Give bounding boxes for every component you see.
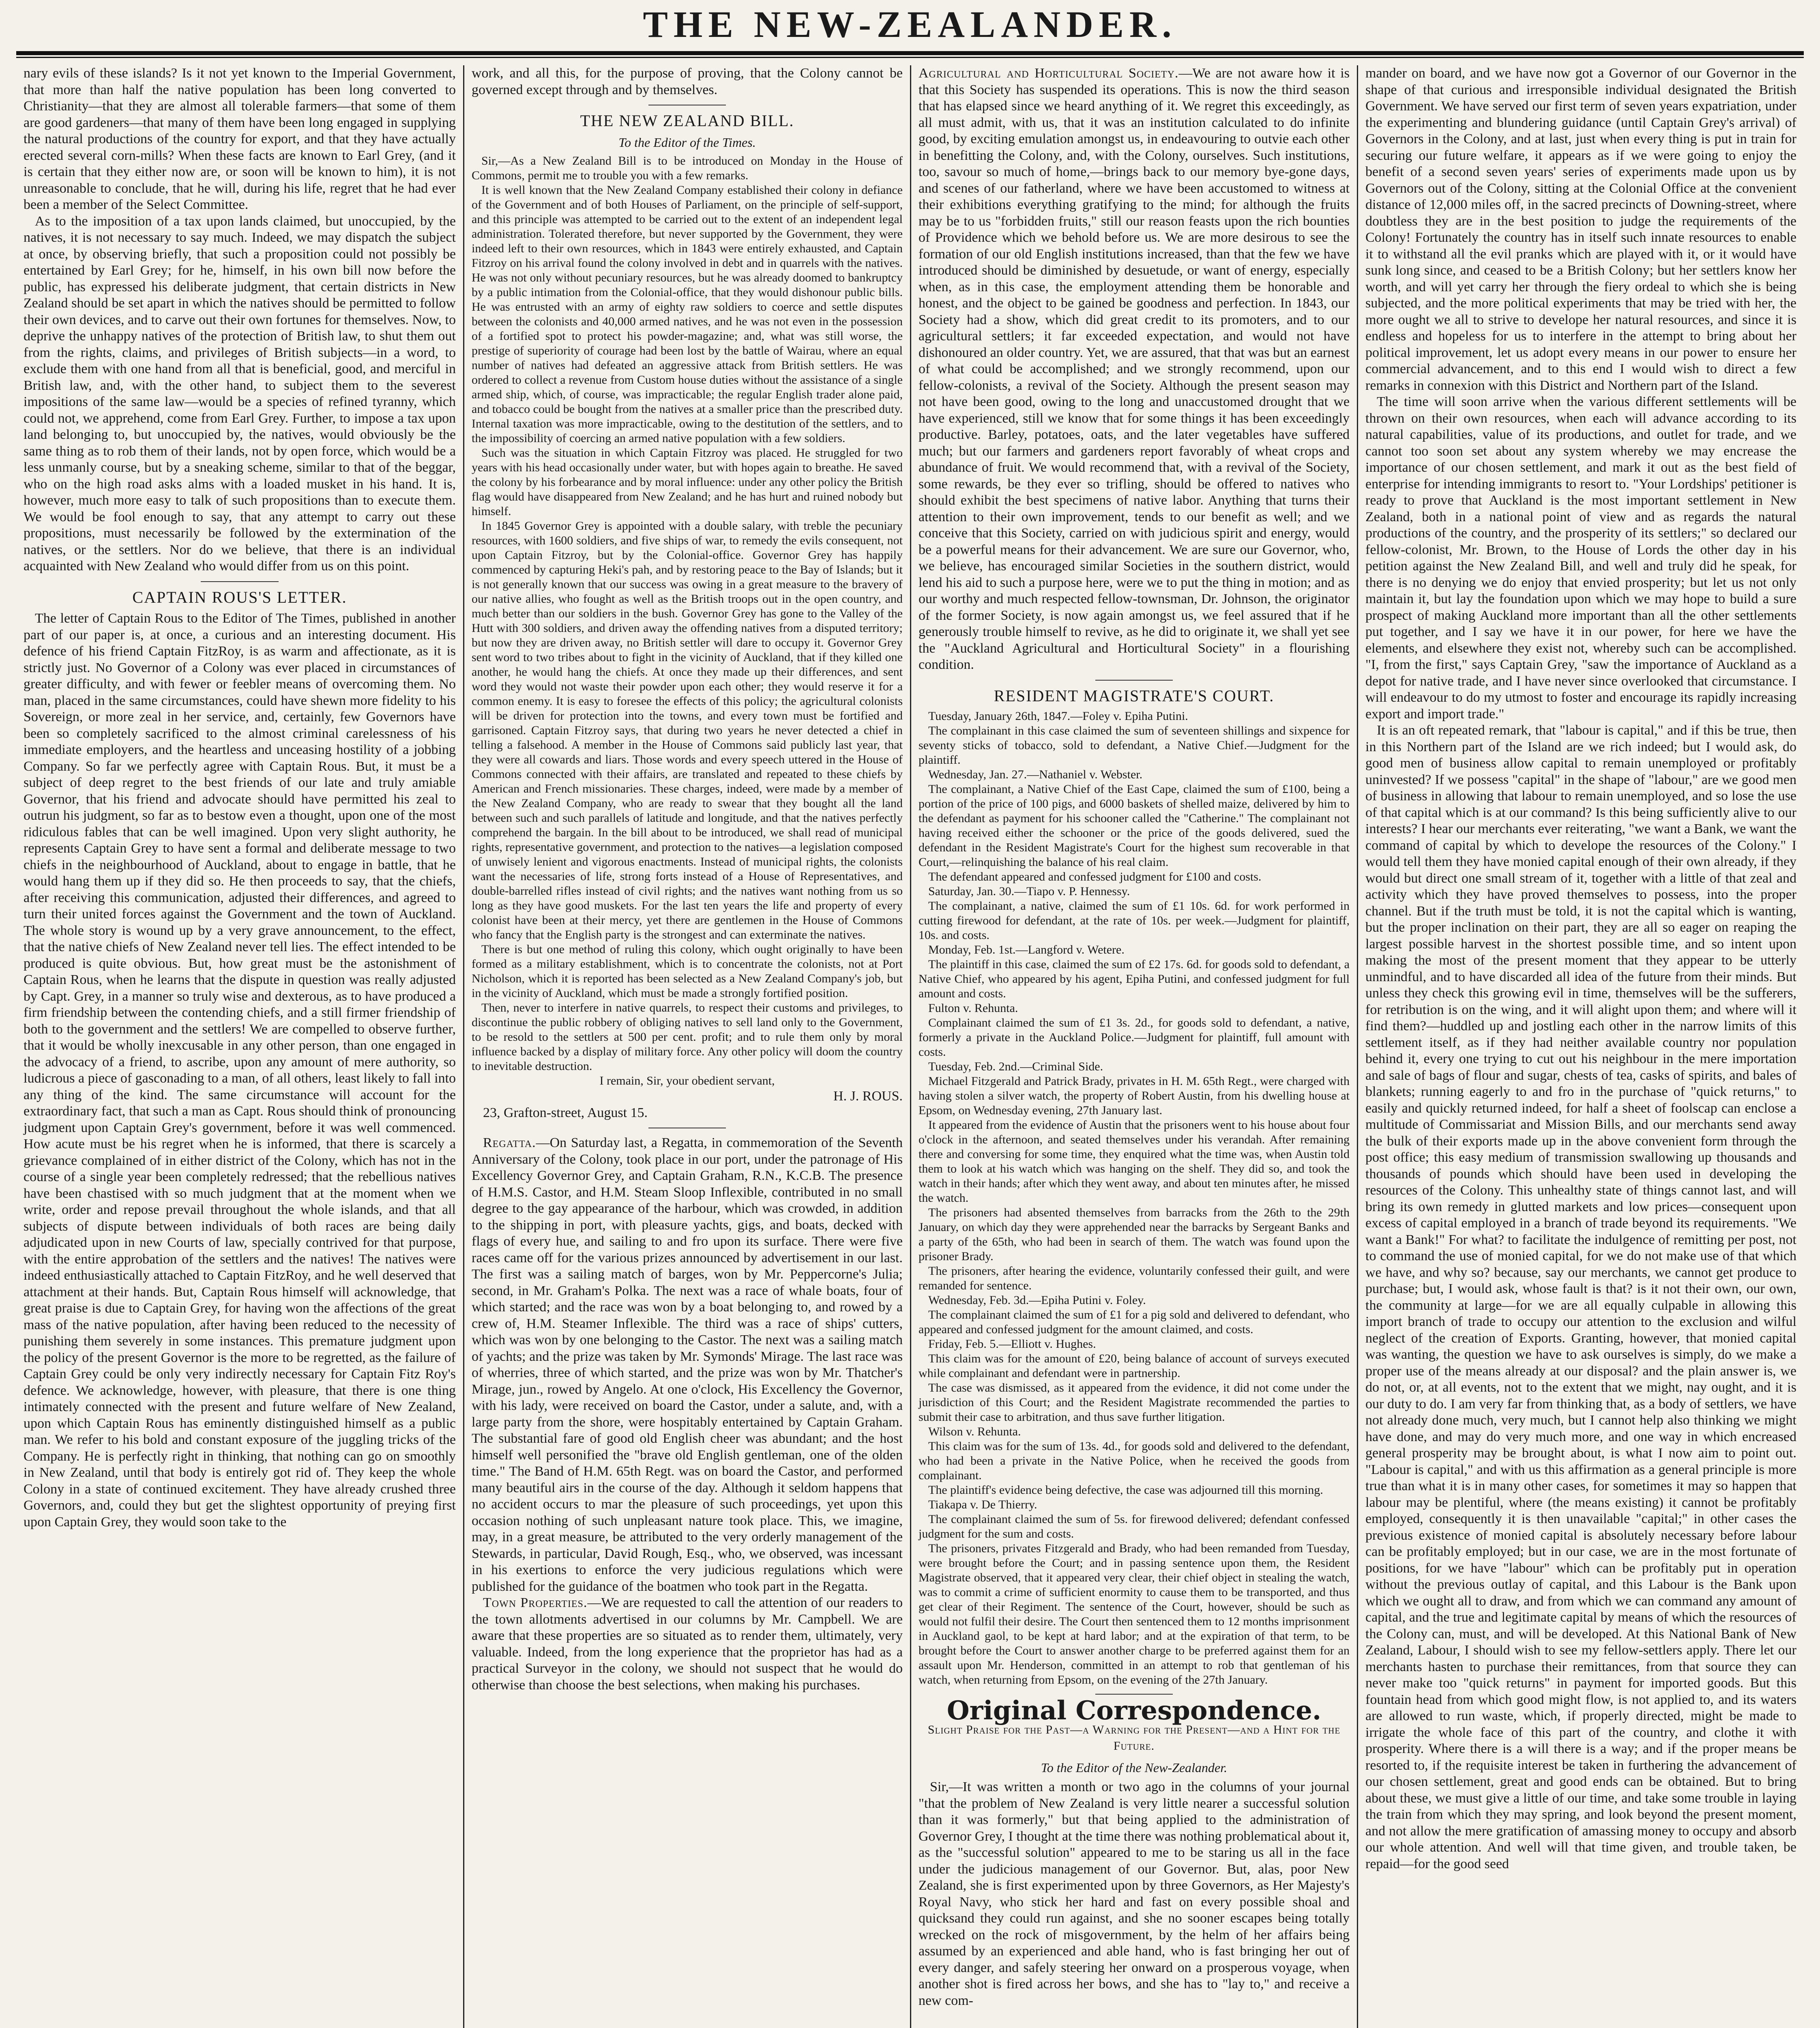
town-properties-body: We are requested to call the attention of our readers to the town allotments advertised in our columns by Mr. Campbell. We are aware that these properties are so situated as to render them, ultimately, very valuable. Indeed, from the long experience that the proprietor has had as a practical Surveyor in the colony, we should not suspect that he would do otherwise than choose the best selections, when making his purchases. xyxy=(472,1595,903,1693)
court-case-entry: The prisoners, privates Fitzgerald and Brady, who had been remanded from Tuesday, were brought before the Court; and in passing sentence upon them, the Resident Magistrate observed, that it appeared very clear, their chief object in stealing the watch, was to commit a crime of sufficient enormity to cause them to be transported, and thus get clear of their Regiment. The sentence of the Court, however, should be such as would not fulfil their desire. The Court then sentenced them to 12 months imprisonment in Auckland gaol, to be kept at hard labor; and at the expiration of that term, to be brought before the Court to answer another charge to be preferred against them for an assault upon Mr. Henderson, committed in an attempt to rob that gentleman of his watch, when returning from Epsom, on the evening of the 27th January. xyxy=(919,1542,1350,1686)
letter-signature: H. J. ROUS. xyxy=(833,1089,903,1104)
paragraph: The time will soon arrive when the various different settlements will be thrown on their own resources, when each will advance according to its natural capabilities, value of its productions, and outlet for trade, and we cannot too soon set about any system whereby we may encrease the importance of our chosen settlement, and mark it out as the best field of enterprise for intending immigrants to resort to. "Your Lordships' petitioner is ready to prove that Auckland is the most important settlement in New Zealand, both in a national point of view and as regards the natural productions of the country, and the prosperity of its settlers;" so declared our fellow-colonist, Mr. Brown, to the House of Lords the other day in his petition against the New Zealand Bill, and well and truly did he speak, for there is no denying we do enjoy that envied prosperity; but let us not only maintain it, but lay the foundation upon which we may hope to build a sure prospect of making Auckland more important than all the other settlements put together, and I say we have it in our power, for here we have the elements, and elsewhere they exist not, whereby such can be accomplished. "I, from the first," says Captain Grey, "saw the importance of Auckland as a depot for native trade, and I have never since overlooked that circumstance. I will endeavour to do my utmost to foster and encourage its rapidly increasing export and import trade." xyxy=(1365,394,1796,722)
column-1 xyxy=(16,65,463,2028)
court-case-entry: Wilson v. Rehunta. xyxy=(928,1425,1021,1438)
court-case-entry: This claim was for the amount of £20, being balance of account of surveys executed while complainant and defendant were in partnership. xyxy=(919,1352,1350,1380)
article-continuation: mander on board, and we have now got a Governor of our Governor in the shape of that curious and irresponsible individual designated the British Government. We have served our first term of seven years expatriation, under the experimenting and blundering guidance (until Captain Grey's arrival) of Governors in the Colony, and at last, just when every thing is put in train for securing our future welfare, it appears as if we were going to enjoy the benefit of a second seven years' series of experiments made upon us by Governors out of the Colony, sitting at the Colonial Office at the convenient distance of 12,000 miles off, in the sacred precincts of Downing-street, where doubtless they are in the best position to judge the requirements of the Colony! Fortunately the country has in itself such innate resources to enable it to withstand all the evil pranks which are played with it, or it would have sunk long since, and ceased to be a British Colony; but her settlers know her worth, and will yet carry her through the fiery ordeal to which she is being subjected, and the more political experiments that may be tried with her, the more ought we all to strive to develope her natural resources, and since it is endless and hopeless for us to interfere in the attempt to bring about her political improvement, let us adopt every means in our power to ensure her commercial advancement, and to this end I would wish to direct a few remarks in connexion with this District and Northern part of the Island. xyxy=(1365,66,1796,393)
article-continuation: nary evils of these islands? Is it not yet known to the Imperial Government, that more than half the native population has been long converted to Christianity—that they are almost all tolerable farmers—that some of them are good gardeners—that many of them have been long engaged in supplying the natural productions of the country for export, and that they have actually erected several corn-mills? When these facts are known to Earl Grey, (and it is certain that they either now are, or soon will be known to him), it is not unreasonable to conclude, that he will, during his life, regret that he had ever been a member of the Select Committee. xyxy=(24,66,456,212)
letter-body xyxy=(472,154,903,1088)
section-divider xyxy=(1095,680,1173,681)
paragraph: As to the imposition of a tax upon lands claimed, but unoccupied, by the natives, it is not necessary to say much. Indeed, we may dispatch the subject at once, by observing briefly, that such a proposition could not possibly be entertained by Earl Grey; for he, himself, in his own bill now before the public, has expressed his deliberate judgment, that certain districts in New Zealand should be set apart in which the natives should be permitted to follow their own devices, and to carve out their own fortunes for themselves. Now, to deprive the unhappy natives of the protection of British law, to shut them out from the rights, claims, and privileges of British subjects—in a word, to exclude them with one hand from all that is beneficial, good, and merciful in British law, and, with the other hand, to subject them to the severest impositions of the same law—would be a species of refined tyranny, which could not, we apprehend, come from Earl Grey. Further, to impose a tax upon land belonging to, but unoccupied by, the natives, would obviously be the same thing as to rob them of their lands, not by open force, which would be a less unmanly course, but by a sneaking scheme, similar to that of the beggar, who on the high road asks alms with a loaded musket in his hand. It is, however, much more easy to talk of such propositions than to execute them. We would be fool enough to say, that any attempt to carry out these propositions, must necessarily be followed by the extermination of the natives, or the settlers. Nor do we believe, that there is an individual acquainted with New Zealand who would differ from us on this point. xyxy=(24,213,456,574)
article-subheading: To the Editor of the Times. xyxy=(618,135,756,150)
court-cases xyxy=(919,709,1350,1687)
court-case-entry: The case was dismissed, as it appeared from the evidence, it did not come under the jurisdiction of this Court; and the Resident Magistrate recommended the parties to submit their case to arbitration, and thus save further litigation. xyxy=(919,1381,1350,1424)
masthead-rule xyxy=(16,51,1804,55)
paragraph: It is well known that the New Zealand Company established their colony in defiance of the Government and of both Houses of Parliament, on the principle of self-support, and this principle was attempted to be carried out to the extent of an independent legal administration. Tolerated therefore, but never supported by the Government, they were indeed left to their own resources, which in 1843 were entirely exhausted, and Captain Fitzroy on his arrival found the colony involved in debt and in quarrels with the natives. He was not only without pecuniary resources, but he was already doomed to bankruptcy by a public intimation from the Colonial-office, that they would dishonour public bills. He was entrusted with an army of eighty raw soldiers to coerce and settle disputes between the colonists and 40,000 armed natives, and he was not even in the possession of a fortified spot to protect his powder-magazine; and, what was still worse, the prestige of superiority of courage had been lost by the battle of Wairau, where an equal number of natives had defeated an aggressive attack from British settlers. He was ordered to collect a revenue from Custom house duties without the assistance of a single armed ship, which, of course, was impracticable; the regular English trader alone paid, and tobacco could be bought from the natives at a smaller price than the prescribed duty. Internal taxation was more impracticable, owing to the destitution of the settlers, and to the impossibility of coercing an armed native population with a few soldiers. xyxy=(472,183,903,445)
letter-address: 23, Grafton-street, August 15. xyxy=(483,1105,648,1120)
court-case-entry: Saturday, Jan. 30.—Tiapo v. P. Hennessy. xyxy=(928,885,1130,898)
court-case-entry: Wednesday, Feb. 3d.—Epiha Putini v. Foley. xyxy=(928,1293,1146,1307)
correspondence-subheading: Slight Praise for the Past—a Warning for the Present—and a Hint for the Future. xyxy=(927,1723,1341,1753)
paragraph: Then, never to interfere in native quarrels, to respect their customs and privileges, to discontinue the public robbery of obliging natives to sell land only to the Government, to be resold to the settlers at 500 per cent. profit; and to rule them only by moral influence backed by a display of military force. Any other policy will doom the country to inevitable destruction. xyxy=(472,1001,903,1073)
column-2: work, and all this, for the purpose of proving, that the Colony cannot be governed except through and by themselves. THE NEW ZEALAND BILL. To the Editor of the Times. Sir,—As a New Zealand Bill is to be introduced on Monday in the House of Commons, permit me to trouble you with a few remarks. It is well known that the New Zealand Company established their colony in defiance of the Government and of both Houses of Parliament, on the principle of self-support, and this principle was attempted to be carried out to the extent of an independent legal administration. Tolerated therefore, but never supported by the Government, they were indeed left to their own resources, which in 1843 were entirely exhausted, and Captain Fitzroy on his arrival found the colony involved in debt and in quarrels with the natives. He was not only without pecuniary resources, but he was already doomed to bankruptcy by a public intimation from the Colonial-office, that they would dishonour public bills. He was entrusted with an army of eighty raw soldiers to coerce and settle disputes between the colonists and 40,000 armed natives, and he was not even in the possession of a fortified spot to protect his powder-magazine; and, what was still worse, the prestige of superiority of courage had been lost by the battle of Wairau, where an equal number of natives had defeated an aggressive attack from British settlers. He was ordered to collect a revenue from Custom house duties without the assistance of a single armed ship, which, of course, was impracticable; the regular English trader alone paid, and tobacco could be bought from the natives at a smaller price than the prescribed duty. Internal taxation was more impracticable, owing to the destitution of the settlers, and to the impossibility of coercing an armed native population with a few soldiers. Such was the situation in which Captain Fitzroy was placed. He struggled for two years with his head occasionally under water, but with hopes again to breathe. He saved the colony by his forbearance and by moral influence: under any other policy the British flag would have disappeared from New Zealand; and he has hurt and ruined nobody but himself. In 1845 Governor Grey is appointed with a double salary, with treble the pecuniary resources, with 1600 soldiers, and five ships of war, to remedy the evils consequent, not upon Captain Fitzroy, but by the Colonial-office. Governor Grey has happily commenced by capturing Heki's pah, and by restoring peace to the Bay of Islands; but it is not generally known that our success was owing in a great measure to the bravery of our native allies, who fought as well as the British troops out in the open country, and much better than our soldiers in the bush. Governor Grey has gone to the Valley of the Hutt with 300 soldiers, and driven away the offending natives from a disputed territory; but now they are driven away, no British settler will dare to occupy it. Governor Grey sent word to two tribes about to fight in the vicinity of Auckland, that if they killed one another, he would hang the chiefs. At once they made up their differences, and sent word they would not waste their powder upon each other; they would reserve it for a common enemy. It is easy to foresee the effects of this policy; the agricultural colonists will be driven for protection into the towns, and every town must be fortified and garrisoned. Captain Fitzroy says, that during two years he never detected a chief in telling a falsehood. A member in the House of Commons said publicly last year, that they were all cowards and liars. Those words and every speech uttered in the House of Commons connected with their affairs, are translated and repeated to these chiefs by American and French missionaries. These charges, indeed, were made by a member of the New Zealand Company, who are ready to swear that they bought all the land between such and such parallels of latitude and longitude, and that the natives perfectly comprehend the bargain. In the bill about to be introduced, we shall read of municipal rights, representative government, and protection to the natives—a legislation composed of unwisely lenient and vigorous enactments. Instead of municipal rights, the colonists want the necessaries of life, strong forts instead of a House of Representatives, and double-barrelled rifles instead of civil rights; and the natives want nothing from us so long as they have good muskets. For the last ten years the life and property of every colonist have been at their mercy, yet there are gentlemen in the House of Commons who fancy that the English party is the strongest and can exterminate the natives. There is but one method of ruling this colony, which ought originally to have been formed as a military establishment, which is to concentrate the colonists, not at Port Nicholson, which it is reported has been selected as a New Zealand Company's job, but in the vicinity of Auckland, which must be made a strongly fortified position. Then, never to interfere in native quarrels, to respect their customs and privileges, to discontinue the public robbery of obliging natives to sell land only to the Government, to be resold to the settlers at 500 per cent. profit; and to rule them only by moral influence backed by a display of military force. Any other policy will doom the country to inevitable destruction. I remain, Sir, your obedient servant, H. J. ROUS. 23, Grafton-street, August 15. Regatta.—On Saturday last, a Regatta, in commemoration of the Seventh Anniversary of the Colony, took place in our port, under the patronage of His Excellency Governor Grey, and Captain Graham, R.N., K.C.B. The presence of H.M.S. Castor, and H.M. Steam Sloop Inflexible, contributed in no small degree to the gay appearance of the harbour, which was crowded, in addition to the shipping in port, with pleasure yachts, gigs, and boats, decked with flags of every hue, and sailing to and fro upon its surface. There were five races came off for the various prizes announced by advertisement in our last. The first was a sailing match of barges, won by Mr. Peppercorne's Julia; second, in Mr. Graham's Polka. The next was a race of whale boats, four of which started; and the race was won by a boat belonging to, and rowed by a crew of, H.M. Steamer Inflexible. The third was a race of ships' cutters, which was won by one belonging to the Castor. The next was a sailing match of yachts; and the prize was taken by Mr. Symonds' Mirage. The last race was of wherries, three of which started, and the prize was won by Mr. Thatcher's Mirage, jun., rowed by Angelo. At one o'clock, His Excellency the Governor, with his lady, were received on board the Castor, under a salute, and, with a large party from the shore, were hospitably entertained by Captain Graham. The substantial fare of good old English cheer was abundant; and the host himself well personified the "brave old English gentleman, one of the olden time." The Band of H.M. 65th Regt. was on board the Castor, and performed many beautiful airs in the course of the day. Although it seldom happens that no accident occurs to mar the pleasure of such proceedings, yet upon this occasion nothing of such unpleasant nature took place. This, we imagine, may, in a great measure, be attributed to the very orderly management of the Stewards, in particular, David Rough, Esq., who, we observed, was incessant in his exertions to enforce the very judicious regulations which were published for the guidance of the boatmen who took part in the Regatta. Town Properties.—We are requested to call the attention of our readers to the town allotments advertised in our columns by Mr. Campbell. We are aware that these properties are so situated as to render them, ultimately, very valuable. Indeed, from the long experience that the proprietor has had as a practical Surveyor in the colony, we should not suspect that he would do otherwise than choose the best selections, when making his purchases. xyxy=(463,65,910,2028)
paragraph: In 1845 Governor Grey is appointed with a double salary, with treble the pecuniary resources, with 1600 soldiers, and five ships of war, to remedy the evils consequent, not upon Captain Fitzroy, but by the Colonial-office. Governor Grey has happily commenced by capturing Heki's pah, and by restoring peace to the Bay of Islands; but it is not generally known that our success was owing in a great measure to the bravery of our native allies, who fought as well as the British troops out in the open country, and much better than our soldiers in the bush. Governor Grey has gone to the Valley of the Hutt with 300 soldiers, and driven away the offending natives from a disputed territory; but now they are driven away, no British settler will dare to occupy it. Governor Grey sent word to two tribes about to fight in the vicinity of Auckland, that if they killed one another, he would hang the chiefs. At once they made up their differences, and sent word they would not waste their powder upon each other; they would reserve it for a common enemy. It is easy to foresee the effects of this policy; the agricultural colonists will be driven for protection into the towns, and every town must be fortified and garrisoned. Captain Fitzroy says, that during two years he never detected a chief in telling a falsehood. A member in the House of Commons said publicly last year, that they were all cowards and liars. Those words and every speech uttered in the House of Commons connected with their affairs, are translated and repeated to these chiefs by American and French missionaries. These charges, indeed, were made by a member of the New Zealand Company, who are ready to swear that they bought all the land between such and such parallels of latitude and longitude, and that the natives perfectly comprehend the bargain. In the bill about to be introduced, we shall read of municipal rights, representative government, and protection to the natives—a legislation composed of unwisely lenient and vigorous enactments. Instead of municipal rights, the colonists want the necessaries of life, strong forts instead of a House of Representatives, and double-barrelled rifles instead of civil rights; and the natives want nothing from us so long as they have good muskets. For the last ten years the life and property of every colonist have been at their mercy, yet there are gentlemen in the House of Commons who fancy that the English party is the strongest and can exterminate the natives. xyxy=(472,519,903,941)
court-case-entry: This claim was for the sum of 13s. 4d., for goods sold and delivered to the defendant, who had been a private in the Native Police, when he received the goods from complainant. xyxy=(919,1439,1350,1482)
paragraph: There is but one method of ruling this colony, which ought originally to have been formed as a military establishment, which is to concentrate the colonists, not at Port Nicholson, which it is reported has been selected as a New Zealand Company's job, but in the vicinity of Auckland, which must be made a strongly fortified position. xyxy=(472,943,903,1000)
court-case-entry: Friday, Feb. 5.—Elliott v. Hughes. xyxy=(928,1337,1096,1351)
court-case-entry: The plaintiff's evidence being defective, the case was adjourned till this morning. xyxy=(928,1483,1323,1497)
section-divider xyxy=(201,581,279,582)
column-4 xyxy=(1357,65,1804,2028)
article-heading: CAPTAIN ROUS'S LETTER. xyxy=(132,588,347,606)
column-3: Agricultural and Horticultural Society.—We are not aware how it is that this Society has suspended its operations. This is now the third season that has elapsed since we heard anything of it. We regret this exceedingly, as all must admit, with us, that it was an institution calculated to do infinite good, by exciting emulation amongst us, in endeavouring to outvie each other in benefitting the Colony, and, with the Colony, ourselves. Such institutions, too, savour so much of home,—brings back to our memory bye-gone days, and scenes of our fatherland, where we have been accustomed to witness at their exhibitions everything gratifying to the mind; for although the fruits may be to us "forbidden fruits," still our reason feasts upon the rich bounties of Providence which we behold before us. We are more desirous to see the formation of our old English institutions increased, than that the few we have introduced should be diminished by desuetude, or want of energy, especially when, as in this case, the employment attending them be honorable and honest, and the object to be gained be goodness and perfection. In 1843, our Society had a show, which did great credit to its promoters, and to our agricultural settlers; it far exceeded expectation, and would not have dishonoured an older country. Yet, we are assured, that that was but an earnest of what could be accomplished; and we strongly recommend, upon our fellow-colonists, a revival of the Society. Although the present season may not have been good, owing to the long and unaccustomed drought that we have experienced, still we know that for some things it has been exceedingly productive. Barley, potatoes, oats, and the later vegetables have suffered much; but our farmers and gardeners report favorably of wheat crops and abundance of fruit. We would recommend that, with a revival of the Society, some rewards, be they ever so trifling, should be offered to natives who should exhibit the best specimens of native labor. Anything that turns their attention to their own improvement, tends to our benefit as well; and we conceive that this Society, carried on with judicious spirit and energy, would be a powerful means for their advancement. We are sure our Governor, who, we believe, has encouraged similar Societies in the southern district, would lend his aid to such a purpose here, were we to put the thing in motion; and as our worthy and much respected fellow-townsman, Dr. Johnson, the originator of the former Society, is now again amongst us, we feel assured that if he generously trouble himself to revive, as he did to originate it, we shall yet see the "Auckland Agricultural and Horticultural Society" in a flourishing condition. RESIDENT MAGISTRATE'S COURT. Tuesday, January 26th, 1847.—Foley v. Epiha Putini. The complainant in this case claimed the sum of seventeen shillings and sixpence for seventy sticks of tobacco, sold to defendant, a Native Chief.—Judgment for the plaintiff. Wednesday, Jan. 27.—Nathaniel v. Webster. The complainant, a Native Chief of the East Cape, claimed the sum of £100, being a portion of the price of 100 pigs, and 6000 baskets of shelled maize, delivered by him to the defendant as payment for his schooner called the "Catherine." The complainant not having received either the schooner or the price of the goods delivered, sued the defendant in the Resident Magistrate's Court for the highest sum recoverable in that Court,—relinquishing the balance of his real claim. The defendant appeared and confessed judgment for £100 and costs. Saturday, Jan. 30.—Tiapo v. P. Hennessy. The complainant, a native, claimed the sum of £1 10s. 6d. for work performed in cutting firewood for defendant, at the rate of 10s. per week.—Judgment for plaintiff, 10s. and costs. Monday, Feb. 1st.—Langford v. Wetere. The plaintiff in this case, claimed the sum of £2 17s. 6d. for goods sold to defendant, a Native Chief, who appeared by his agent, Epiha Putini, and confessed judgment for full amount and costs. Fulton v. Rehunta. Complainant claimed the sum of £1 3s. 2d., for goods sold to defendant, a native, formerly a private in the Auckland Police.—Judgment for plaintiff, full amount with costs. Tuesday, Feb. 2nd.—Criminal Side. Michael Fitzgerald and Patrick Brady, privates in H. M. 65th Regt., were charged with having stolen a silver watch, the property of Robert Austin, from his dwelling house at Epsom, on Wednesday evening, 27th January last. It appeared from the evidence of Austin that the prisoners went to his house about four o'clock in the afternoon, and seated themselves under his verandah. After remaining there and conversing for some time, they enquired what the time was, when Austin told them to look at his watch which was hanging on the shelf. They did so, and took the watch in their hands; after which they went away, and about ten minutes after, he missed the watch. The prisoners had absented themselves from barracks from the 26th to the 29th January, on which day they were apprehended near the barracks by Sergeant Banks and a party of the 65th, who had been in search of them. The watch was found upon the prisoner Brady. The prisoners, after hearing the evidence, voluntarily confessed their guilt, and were remanded for sentence. Wednesday, Feb. 3d.—Epiha Putini v. Foley. The complainant claimed the sum of £1 for a pig sold and delivered to defendant, who appeared and confessed judgment for the amount claimed, and costs. Friday, Feb. 5.—Elliott v. Hughes. This claim was for the amount of £20, being balance of account of surveys executed while complainant and defendant were in partnership. The case was dismissed, as it appeared from the evidence, it did not come under the jurisdiction of this Court; and the Resident Magistrate recommended the parties to submit their case to arbitration, and thus save further litigation. Wilson v. Rehunta. This claim was for the sum of 13s. 4d., for goods sold and delivered to the defendant, who had been a private in the Native Police, when he received the goods from complainant. The plaintiff's evidence being defective, the case was adjourned till this morning. Tiakapa v. De Thierry. The complainant claimed the sum of 5s. for firewood delivered; defendant confessed judgment for the sum and costs. The prisoners, privates Fitzgerald and Brady, who had been remanded from Tuesday, were brought before the Court; and in passing sentence upon them, the Resident Magistrate observed, that it appeared very clear, their chief object in stealing the watch, was to commit a crime of sufficient enormity to cause them to be transported, and thus get clear of their Regiment. The sentence of the Court, however, should be such as would not fulfil their desire. The Court then sentenced them to 12 months imprisonment in Auckland gaol, to be kept at hard labor; and at the expiration of that term, to be brought before the Court to answer another charge to be preferred against them for an assault upon Mr. Henderson, committed in an attempt to rob that gentleman of his watch, when returning from Epsom, on the evening of the 27th January. Original Correspondence. Slight Praise for the Past—a Warning for the Present—and a Hint for the Future. To the Editor of the New-Zealander. Sir,—It was written a month or two ago in the columns of your journal "that the problem of New Zealand is very little nearer a successful solution than it was formerly," but that being applied to the administration of Governor Grey, I thought at the time there was nothing problematical about it, as the "successful solution" appeared to me to be staring us all in the face under the judicious management of our Governor. But, alas, poor New Zealand, she is first experimented upon by three Governors, as Her Majesty's Royal Navy, who stick her hard and fast on every possible shoal and quicksand they could run against, and she no sooner escapes being totally wrecked on the rock of misgovernment, by the helm of her affairs being assumed by an experienced and able hand, who is fast bringing her out of every danger, and safely steering her onward on a prosperous voyage, when another shot is fired across her bows, and she has to "lay to," and receive a new com- xyxy=(910,65,1357,2028)
court-case-entry: Fulton v. Rehunta. xyxy=(928,1001,1018,1015)
correspondence-addressee: To the Editor of the New-Zealander. xyxy=(1041,1760,1228,1775)
court-case-entry: It appeared from the evidence of Austin that the prisoners went to his house about four o'clock in the afternoon, and seated themselves under his verandah. After remaining there and conversing for some time, they enquired what the time was, when Austin told them to look at his watch which was hanging on the shelf. They did so, and took the watch in their hands; after which they went away, and about ten minutes after, he missed the watch. xyxy=(919,1118,1350,1205)
court-case-entry: The complainant in this case claimed the sum of seventeen shillings and sixpence for seventy sticks of tobacco, sold to defendant, a Native Chief.—Judgment for the plaintiff. xyxy=(919,724,1350,767)
court-case-entry: Complainant claimed the sum of £1 3s. 2d., for goods sold to defendant, a native, formerly a private in the Auckland Police.—Judgment for plaintiff, full amount with costs. xyxy=(919,1016,1350,1059)
masthead-title: THE NEW-ZEALANDER. xyxy=(643,4,1177,45)
section-divider xyxy=(1095,1694,1173,1695)
correspondence-heading: Original Correspondence. xyxy=(946,1695,1322,1726)
court-case-entry: The complainant claimed the sum of £1 for a pig sold and delivered to defendant, who appeared and confessed judgment for the amount claimed, and costs. xyxy=(919,1308,1350,1336)
court-case-entry: The complainant, a Native Chief of the East Cape, claimed the sum of £100, being a portion of the price of 100 pigs, and 6000 baskets of shelled maize, delivered by him to the defendant as payment for his schooner called the "Catherine." The complainant not having received either the schooner or the price of the goods delivered, sued the defendant in the Resident Magistrate's Court for the highest sum recoverable in that Court,—relinquishing the balance of his real claim. xyxy=(919,782,1350,869)
paragraph: It is an oft repeated remark, that "labour is capital," and if this be true, then in this Northern part of the Island are we rich indeed; but I would ask, do good men of business allow capital to remain unemployed or profitably uninvested? If we possess "capital" in the shape of "labour," are we good men of business in allowing that labour to remain unemployed, and so lose the use of that capital which is at our command? Is this being sufficiently alive to our interests? I hear our merchants ever reiterating, "we want a Bank, we want the command of capital by which to develope the resources of the Colony." I would tell them they have monied capital enough of their own already, if they would but direct one small stream of it, together with a little of that zeal and activity which they have proved themselves to possess, into the proper channel. But if the truth must be told, it is not the capital which is wanting, but the proper inclination on their part, they are all so eager on reaping the largest possible harvest in the shortest possible time, and so intent upon making the most of the present moment that they appear to be utterly unmindful, and to have discarded all idea of the future from their minds. But unless they check this growing evil in time, themselves will be the sufferers, for retribution is on the wing, and it will alight upon them; and where will it find them?—huddled up and jostling each other in the narrow limits of this settlement itself, as if they had neither available country nor population behind it, every one trying to cut out his neighbour in the mere importation and sale of bags of flour and sugar, chests of tea, casks of spirits, and bales of blankets; running eagerly to and fro in the purchase of "quick returns," to easily and quickly returned indeed, for half a sheet of foolscap can enclose a multitude of Commissariat and Mission Bills, and our merchants send away the bulk of their exports made up in the above convenient form through the post office; this easy medium of transmission swallowing up thousands and thousands of pounds which should have been used in developing the resources of the Colony. This unhealthy state of things cannot last, and will bring its own remedy in glutted markets and low prices—consequent upon excess of capital employed in a branch of trade beyond its requirements. "We want a Bank!" For what? to facilitate the indulgence of remitting per post, not to command the use of monied capital, for we do not make use of that which we have, and why so? because, say our merchants, we cannot get produce to purchase; but, I would ask, whose fault is that? is it not their own, our own, the community at large—for we are all equally culpable in allowing this import branch of trade to occupy our attention to the exclusion and wilful neglect of the creation of Exports. Granting, however, that monied capital was wanting, the question we have to ask ourselves is simply, do we make a proper use of the means already at our disposal? and the plain answer is, we do not, or, at all events, not to the extent that we might, nay ought, and it is our duty to do. I am very far from thinking that, as a body of settlers, we have not already done much, very much, but I cannot help also thinking we might have done, and may do very much more, and one way in which encreased general prosperity may be brought about, is what I now aim to point out. "Labour is capital," and with us this affirmation as a general principle is more true than what it is in many other cases, for sometimes it may so happen that labour may be plentiful, where (the means existing) it cannot be profitably employed, consequently it is then unavailable "capital;" in other cases the previous existence of monied capital is absolutely necessary before labour can be profitably employed; but in our case, we are in the most fortunate of positions, for we have "labour" which can be profitably put in operation without the previous outlay of capital, and this Labour is the Bank upon which we ought all to draw, and from which we can command any amount of capital, and the true and legitimate capital by means of which the resources of the Colony can, must, and will be developed. At this National Bank of New Zealand, Labour, I should wish to see my fellow-settlers apply. There let our merchants hasten to purchase their remittances, from that source they can never make too "quick returns" in payment for imported goods. But this fountain head from which good might flow, is not applied to, and its waters are allowed to run waste, which, if properly directed, might be made to irrigate the whole face of this part of the country, and clothe it with prosperity. Where there is a will there is a way; and if the proper means be resorted to, if the requisite interest be taken in furthering the advancement of our chosen settlement, great and good ends can be obtained. But to bring about these, we must give a little of our time, and take some trouble in laying the train from which they may spring, and look beyond the present moment, and not allow the mere gratification of amassing money to occupy and absorb our whole attention. And well will that time given, and trouble taken, be repaid—for the good seed xyxy=(1365,723,1796,1871)
court-case-entry: Michael Fitzgerald and Patrick Brady, privates in H. M. 65th Regt., were charged with having stolen a silver watch, the property of Robert Austin, from his dwelling house at Epsom, on Wednesday evening, 27th January last. xyxy=(919,1074,1350,1117)
court-heading: RESIDENT MAGISTRATE'S COURT. xyxy=(994,686,1275,705)
court-case-entry: Wednesday, Jan. 27.—Nathaniel v. Webster. xyxy=(928,768,1143,781)
court-case-entry: The prisoners, after hearing the evidence, voluntarily confessed their guilt, and were remanded for sentence. xyxy=(919,1264,1350,1292)
paragraph: Sir,—It was written a month or two ago in the columns of your journal "that the problem of New Zealand is very little nearer a successful solution than it was formerly," but that being applied to the administration of Governor Grey, I thought at the time there was nothing problematical about it, as the "successful solution" appeared to me to be staring us all in the face under the judicious management of our Governor. But, alas, poor New Zealand, she is first experimented upon by three Governors, as Her Majesty's Royal Navy, who stick her hard and fast on every possible shoal and quicksand they could run against, and she no sooner escapes being totally wrecked on the rock of misgovernment, by the helm of her affairs being assumed by an experienced and able hand, who is fast bringing her out of every danger, and safely steering her onward on a prosperous voyage, when another shot is fired across her bows, and she has to "lay to," and receive a new com- xyxy=(919,1779,1350,2008)
town-properties-title: Town Properties. xyxy=(483,1595,588,1610)
court-case-entry: Tiakapa v. De Thierry. xyxy=(928,1498,1037,1511)
regatta-body: On Saturday last, a Regatta, in commemoration of the Seventh Anniversary of the Colony, took place in our port, under the patronage of His Excellency Governor Grey, and Captain Graham, R.N., K.C.B. The presence of H.M.S. Castor, and H.M. Steam Sloop Inflexible, contributed in no small degree to the gay appearance of the harbour, which was crowded, in addition to the shipping in port, with pleasure yachts, gigs, and boats, decked with flags of every hue, and sailing to and fro upon its surface. There were five races came off for the various prizes announced by advertisement in our last. The first was a sailing match of barges, won by Mr. Peppercorne's Julia; second, in Mr. Graham's Polka. The next was a race of whale boats, four of which started; and the race was won by a boat belonging to, and rowed by a crew of, H.M. Steamer Inflexible. The third was a race of ships' cutters, which was won by one belonging to the Castor. The next was a sailing match of yachts; and the prize was taken by Mr. Symonds' Mirage. The last race was of wherries, three of which started, and the prize was won by Mr. Thatcher's Mirage, jun., rowed by Angelo. At one o'clock, His Excellency the Governor, with his lady, were received on board the Castor, under a salute, and, with a large party from the shore, were hospitably entertained by Captain Graham. The substantial fare of good old English cheer was abundant; and the host himself well personified the "brave old English gentleman, one of the olden time." The Band of H.M. 65th Regt. was on board the Castor, and performed many beautiful airs in the course of the day. Although it seldom happens that no accident occurs to mar the pleasure of such proceedings, yet upon this occasion nothing of such unpleasant nature took place. This, we imagine, may, in a great measure, be attributed to the very orderly management of the Stewards, in particular, David Rough, Esq., who, we observed, was incessant in his exertions to enforce the very judicious regulations which were published for the guidance of the boatmen who took part in the Regatta. xyxy=(472,1135,903,1594)
columns xyxy=(16,65,1804,2028)
court-case-entry: Monday, Feb. 1st.—Langford v. Wetere. xyxy=(928,943,1125,956)
article-continuation: work, and all this, for the purpose of proving, that the Colony cannot be governed except through and by themselves. xyxy=(472,66,903,97)
court-case-entry: Tuesday, Feb. 2nd.—Criminal Side. xyxy=(928,1060,1103,1073)
masthead-rule-thin xyxy=(16,57,1804,58)
court-case-entry: The defendant appeared and confessed judgment for £100 and costs. xyxy=(928,870,1262,883)
society-body: We are not aware how it is that this Society has suspended its operations. This is now the third season that has elapsed since we heard anything of it. We regret this exceedingly, as all must admit, with us, that it was an institution calculated to do infinite good, by exciting emulation amongst us, in endeavouring to outvie each other in benefitting the Colony, and, with the Colony, ourselves. Such institutions, too, savour so much of home,—brings back to our memory bye-gone days, and scenes of our fatherland, where we have been accustomed to witness at their exhibitions everything gratifying to the mind; for although the fruits may be to us "forbidden fruits," still our reason feasts upon the rich bounties of Providence which we behold before us. We are more desirous to see the formation of our old English institutions increased, than that the few we have introduced should be diminished by desuetude, or want of energy, especially when, as in this case, the employment attending them be honorable and honest, and the object to be gained be goodness and perfection. In 1843, our Society had a show, which did great credit to its promoters, and to our agricultural settlers; it far exceeded expectation, and would not have dishonoured an older country. Yet, we are assured, that that was but an earnest of what could be accomplished; and we strongly recommend, upon our fellow-colonists, a revival of the Society. Although the present season may not have been good, owing to the long and unaccustomed drought that we have experienced, still we know that for some things it has been exceedingly productive. Barley, potatoes, oats, and the later vegetables have suffered much; but our farmers and gardeners report favorably of wheat crops and abundance of fruit. We would recommend that, with a revival of the Society, some rewards, be they ever so trifling, should be offered to natives who should exhibit the best specimens of native labor. Anything that turns their attention to their own improvement, tends to our benefit as well; and we conceive that this Society, carried on with judicious spirit and energy, would be a powerful means for their advancement. We are sure our Governor, who, we believe, has encouraged similar Societies in the southern district, would lend his aid to such a purpose here, were we to put the thing in motion; and as our worthy and much respected fellow-townsman, Dr. Johnson, the originator of the former Society, is now again amongst us, we feel assured that if he generously trouble himself to revive, as he did to originate it, we shall yet see the "Auckland Agricultural and Horticultural Society" in a flourishing condition. xyxy=(919,66,1350,672)
court-case-entry: The prisoners had absented themselves from barracks from the 26th to the 29th January, on which day they were apprehended near the barracks by Sergeant Banks and a party of the 65th, who had been in search of them. The watch was found upon the prisoner Brady. xyxy=(919,1206,1350,1263)
paragraph: The letter of Captain Rous to the Editor of The Times, published in another part of our paper is, at once, a curious and an interesting document. His defence of his friend Captain FitzRoy, is as warm and affectionate, as it is strictly just. No Governor of a Colony was ever placed in circumstances of greater difficulty, and with fewer or feebler means of overcoming them. No man, placed in the same circumstances, could have shewn more fidelity to his Sovereign, or more zeal in her service, and, certainly, few Governors have been so completely sacrificed to the almost criminal carelessness of his immediate employers, and the heartless and unceasing hostility of a jobbing Company. So far we perfectly agree with Captain Rous. But, it must be a subject of deep regret to the best friends of our late and truly amiable Governor, that his friend and advocate should have permitted his zeal to outrun his judgment, so far as to bestow even a thought, upon one of the most ridiculous fables that can be well imagined. Upon very slight authority, he represents Captain Grey to have sent a formal and deliberate message to two chiefs in the neighbourhood of Auckland, about to engage in battle, that he would hang them up if they did so. He then proceeds to say, that the chiefs, after receiving this communication, adjusted their differences, and agreed to turn their united forces against the Government and the town of Auckland. The whole story is wound up by a very grave announcement, to the effect, that the native chiefs of New Zealand never tell lies. The effect intended to be produced is quite obvious. But, how great must be the astonishment of Captain Rous, when he learns that the dispute in question was really adjusted by Capt. Grey, in a manner so truly wise and dexterous, as to have produced a firm friendship between the contending chiefs, and a still firmer friendship of both to the government and the settlers! We are compelled to observe further, that it would be wholly inexcusable in any other person, than one engaged in the advocacy of a friend, to ascribe, upon any amount of mere authority, so ludicrous a piece of gasconading to a man, of all others, least likely to fall into any thing of the kind. The same circumstance will account for the extraordinary fact, that such a man as Capt. Rous should think of pronouncing judgment upon Captain Grey's government, before it was well commenced. How acute must be his regret when he is informed, that there is scarcely a grievance complained of in either district of the Colony, which has not in the course of a single year been completely redressed; that the rebellious natives have been chastised with so much judgment that at the moment when we write, order and repose prevail throughout the whole islands, and that all subjects of dispute between individuals of both races are being daily adjudicated upon in new Courts of law, specially contrived for that purpose, with the entire approbation of the settlers and the natives! The natives were indeed enthusiastically attached to Captain FitzRoy, and he well deserved that attachment at their hands. But, Captain Rous himself will acknowledge, that great praise is due to Captain Grey, for having won the affections of the great mass of the native population, after having been reduced to the necessity of punishing them severely in some instances. This premature judgment upon the policy of the present Governor is the more to be regretted, as the failure of Captain Grey could be only very indirectly necessary for Captain Fitz Roy's defence. We acknowledge, however, with pleasure, that there is one thing intimately connected with the present and future welfare of New Zealand, upon which Captain Rous has eminently distinguished himself as a public man. We refer to his bold and constant exposure of the juggling tricks of the Company. He is perfectly right in thinking, that nothing can go on smoothly in New Zealand, until that body is entirely got rid of. They keep the whole Colony in a state of continued excitement. They have already crushed three Governors, and, could they but get the slightest opportunity of preying first upon Captain Grey, they would soon take to the xyxy=(24,611,456,1530)
court-case-entry: Tuesday, January 26th, 1847.—Foley v. Epiha Putini. xyxy=(928,709,1188,723)
court-case-entry: The plaintiff in this case, claimed the sum of £2 17s. 6d. for goods sold to defendant, a Native Chief, who appeared by his agent, Epiha Putini, and confessed judgment for full amount and costs. xyxy=(919,958,1350,1000)
paragraph: Sir,—As a New Zealand Bill is to be introduced on Monday in the House of Commons, permit me to trouble you with a few remarks. xyxy=(472,154,903,182)
society-title: Agricultural and Horticultural Society. xyxy=(919,66,1179,81)
regatta-title: Regatta. xyxy=(483,1135,536,1150)
paragraph: Such was the situation in which Captain Fitzroy was placed. He struggled for two years with his head occasionally under water, but with hopes again to breathe. He saved the colony by his forbearance and by moral influence: under any other policy the British flag would have disappeared from New Zealand; and he has hurt and ruined nobody but himself. xyxy=(472,446,903,518)
letter-closing: I remain, Sir, your obedient servant, xyxy=(599,1074,775,1087)
court-case-entry: The complainant, a native, claimed the sum of £1 10s. 6d. for work performed in cutting firewood for defendant, at the rate of 10s. per week.—Judgment for plaintiff, 10s. and costs. xyxy=(919,899,1350,942)
court-case-entry: The complainant claimed the sum of 5s. for firewood delivered; defendant confessed judgment for the sum and costs. xyxy=(919,1512,1350,1540)
article-heading: THE NEW ZEALAND BILL. xyxy=(580,112,794,130)
